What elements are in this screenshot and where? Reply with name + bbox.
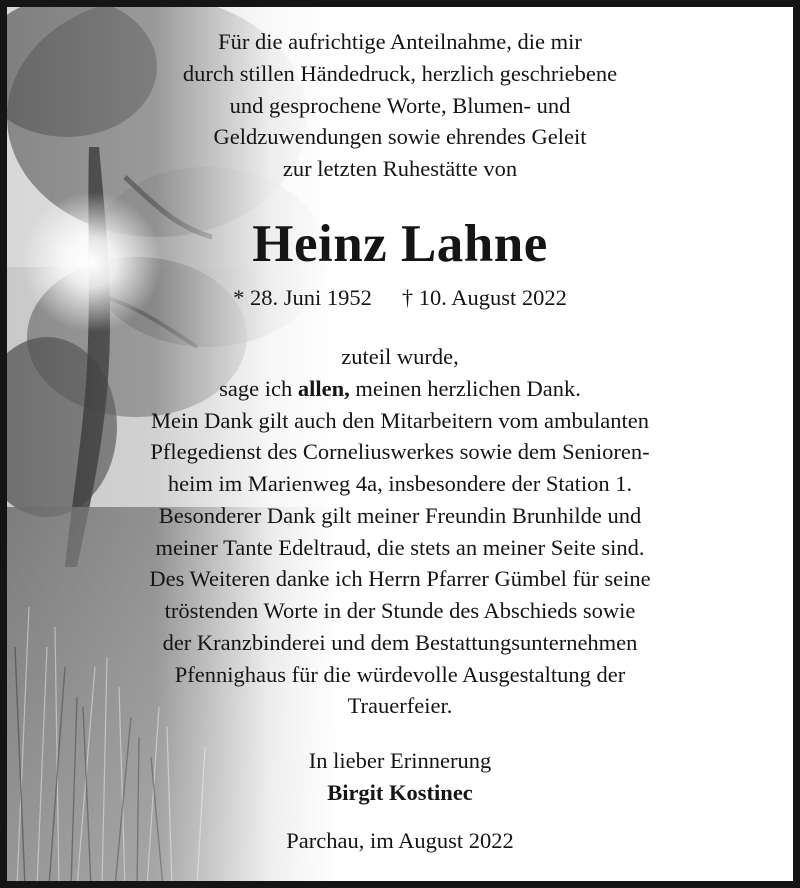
obituary-text — [7, 7, 793, 881]
closing — [7, 745, 793, 809]
death-date: † 10. August 2022 — [401, 285, 567, 310]
deceased-name-block — [7, 212, 793, 276]
intro-line: und gesprochene Worte, Blumen- und — [229, 92, 571, 118]
body-line: Besonderer Dank gilt meiner Freundin Brunhilde und — [158, 502, 642, 528]
life-dates — [7, 283, 793, 313]
intro-line: durch stillen Händedruck, herzlich geschriebene — [182, 60, 618, 86]
body-line: der Kranzbinderei und dem Bestattungsunternehmen — [162, 629, 638, 655]
birth-date: * 28. Juni 1952 — [233, 285, 372, 310]
remembrance-text: In lieber Erinnerung — [308, 748, 492, 773]
signer-name: Birgit Kostinec — [327, 779, 473, 805]
intro-line: Geldzuwendungen sowie ehrendes Geleit — [213, 124, 587, 150]
body-line: heim im Marienweg 4a, insbesondere der Station 1. — [167, 471, 633, 496]
body-line: Pfennighaus für die würdevolle Ausgestaltung der — [174, 661, 626, 687]
thanks-line: zuteil wurde, — [341, 344, 459, 369]
body-line: Trauerfeier. — [347, 693, 453, 719]
intro-line: zur letzten Ruhestätte von — [282, 156, 518, 182]
thanks-text — [7, 341, 793, 722]
place-date: Parchau, im August 2022 — [286, 828, 514, 853]
body-line: Pflegedienst des Corneliuswerkes sowie dem Senioren- — [150, 439, 650, 465]
body-line: tröstenden Worte in der Stunde des Abschieds sowie — [164, 598, 636, 623]
intro-text — [7, 26, 793, 185]
thanks-line: sage ich allen, meinen herzlichen Dank. — [219, 375, 581, 401]
place-date-block — [7, 825, 793, 857]
deceased-name: Heinz Lahne — [252, 215, 548, 273]
body-line: Mein Dank gilt auch den Mitarbeitern vom ambulanten — [151, 407, 649, 433]
body-line: Des Weiteren danke ich Herrn Pfarrer Gümbel für seine — [149, 566, 651, 592]
thanks-emphasis: allen, — [297, 375, 350, 401]
intro-line: Für die aufrichtige Anteilnahme, die mir — [218, 29, 582, 54]
body-line: meiner Tante Edeltraud, die stets an meiner Seite sind. — [155, 534, 645, 560]
